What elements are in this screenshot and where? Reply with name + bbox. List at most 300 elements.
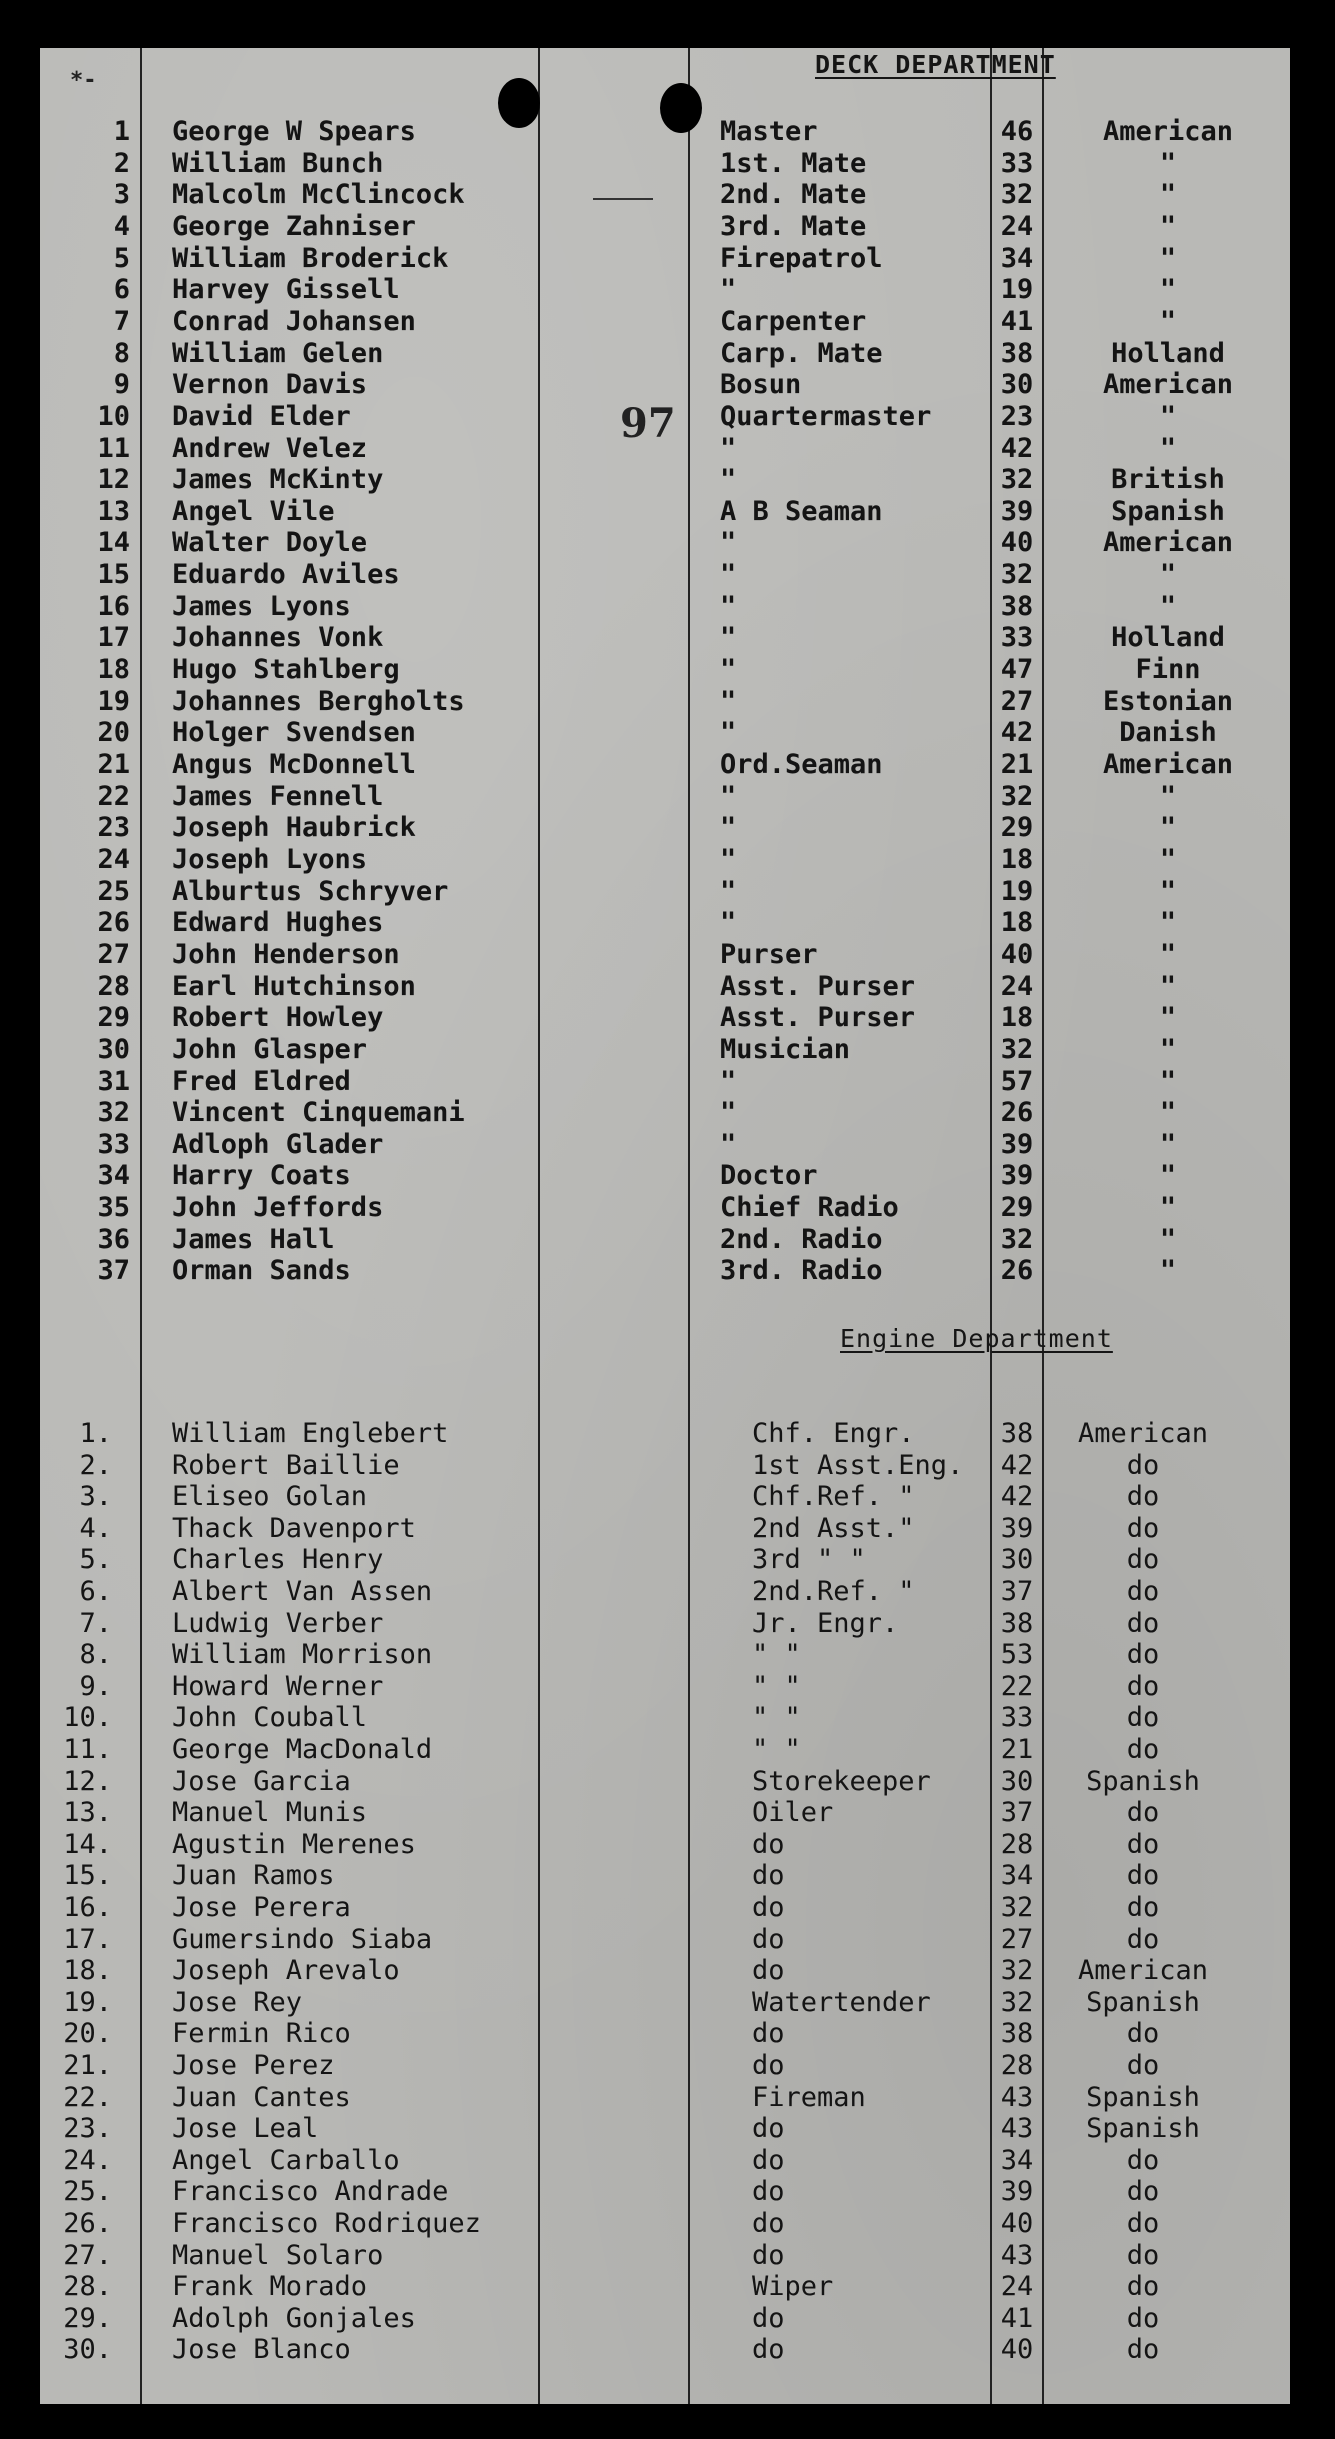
crew-rating: " <box>720 812 737 844</box>
crew-name: William Morrison <box>172 1639 433 1671</box>
crew-name: Holger Svendsen <box>172 717 416 749</box>
crew-age: 43 <box>1000 2239 1034 2271</box>
crew-nationality: Holland <box>1111 337 1225 369</box>
crew-row <box>40 1192 1290 1223</box>
crew-number: 28. <box>63 2271 112 2303</box>
crew-name: Robert Howley <box>172 1002 384 1034</box>
crew-age: 21 <box>1000 749 1034 780</box>
crew-number: 26. <box>63 2208 112 2239</box>
crew-number: 24 <box>97 843 130 875</box>
crew-number: 12 <box>97 464 130 496</box>
crew-number: 23 <box>97 812 130 844</box>
crew-rating: 3rd. Mate <box>720 210 867 242</box>
crew-nationality: " <box>1159 400 1177 432</box>
crew-row <box>40 1513 1290 1544</box>
crew-row <box>40 338 1290 369</box>
crew-nationality: " <box>1159 1192 1177 1224</box>
crew-row <box>40 1924 1290 1955</box>
crew-nationality: do <box>1126 2050 1160 2081</box>
crew-row <box>40 1671 1290 1702</box>
crew-name: Albert Van Assen <box>172 1576 433 1607</box>
crew-nationality: do <box>1126 1512 1160 1544</box>
crew-row <box>40 749 1290 780</box>
crew-name: Angel Vile <box>172 495 335 527</box>
crew-nationality: Holland <box>1111 622 1225 654</box>
crew-name: Orman Sands <box>172 1255 351 1287</box>
crew-nationality: " <box>1159 780 1177 812</box>
crew-nationality: do <box>1126 1860 1160 1892</box>
crew-age: 40 <box>1000 2208 1034 2239</box>
crew-nationality: " <box>1159 305 1177 337</box>
crew-nationality: do <box>1126 2334 1160 2366</box>
crew-row <box>40 1734 1290 1765</box>
crew-row <box>40 2303 1290 2334</box>
crew-row <box>40 686 1290 717</box>
crew-name: Eduardo Aviles <box>172 559 400 591</box>
crew-row <box>40 179 1290 210</box>
crew-number: 27. <box>63 2239 112 2271</box>
crew-rating: " " <box>752 1734 801 1765</box>
crew-row <box>40 2240 1290 2271</box>
crew-name: William Broderick <box>172 242 449 274</box>
crew-name: Charles Henry <box>172 1544 384 1576</box>
crew-number: 11 <box>97 432 130 464</box>
crew-row <box>40 1639 1290 1670</box>
crew-number: 17 <box>97 622 130 654</box>
crew-nationality: do <box>1126 1734 1160 1765</box>
crew-rating: Carpenter <box>720 305 867 337</box>
crew-name: Harry Coats <box>172 1160 351 1192</box>
crew-nationality: " <box>1159 1033 1177 1065</box>
crew-row <box>40 1224 1290 1255</box>
crew-nationality: do <box>1126 1481 1160 1513</box>
crew-number: 32 <box>97 1097 130 1129</box>
crew-rating: 2nd.Ref. " <box>752 1576 915 1607</box>
crew-age: 27 <box>1000 685 1034 717</box>
crew-nationality: " <box>1159 1223 1177 1255</box>
crew-age: 30 <box>1000 1544 1034 1576</box>
crew-age: 18 <box>1000 1002 1034 1034</box>
crew-name: Howard Werner <box>172 1670 384 1702</box>
crew-name: Juan Ramos <box>172 1860 335 1892</box>
crew-age: 43 <box>1000 2113 1034 2145</box>
crew-nationality: " <box>1159 1128 1177 1160</box>
crew-row <box>40 1129 1290 1160</box>
crew-rating: " <box>720 622 737 654</box>
crew-name: Jose Leal <box>172 2113 319 2145</box>
crew-rating: Fireman <box>752 2081 866 2113</box>
crew-age: 29 <box>1000 1192 1034 1224</box>
crew-number: 6 <box>113 274 130 306</box>
crew-rating: " <box>720 1065 737 1097</box>
crew-number: 35 <box>97 1192 130 1224</box>
crew-number: 9 <box>113 369 130 401</box>
crew-age: 34 <box>1000 2144 1034 2176</box>
crew-nationality: " <box>1159 843 1177 875</box>
crew-row <box>40 2334 1290 2365</box>
crew-rating: " " <box>752 1670 801 1702</box>
crew-number: 36 <box>97 1223 130 1255</box>
crew-nationality: " <box>1159 210 1177 242</box>
crew-rating: Chief Radio <box>720 1192 899 1224</box>
crew-rating: Watertender <box>752 1986 931 2018</box>
crew-number: 29 <box>97 1002 130 1034</box>
crew-age: 28 <box>1000 1828 1034 1860</box>
crew-age: 23 <box>1000 400 1034 432</box>
crew-row <box>40 939 1290 970</box>
crew-name: Ludwig Verber <box>172 1607 384 1639</box>
crew-rating: " <box>720 780 737 812</box>
crew-row <box>40 464 1290 495</box>
crew-rating: " " <box>752 1702 801 1734</box>
crew-age: 39 <box>1000 495 1034 527</box>
crew-age: 42 <box>1000 1449 1034 1481</box>
crew-rating: Firepatrol <box>720 242 883 274</box>
crew-row <box>40 1418 1290 1449</box>
crew-rating: 1st Asst.Eng. <box>752 1449 964 1481</box>
crew-nationality: " <box>1159 970 1177 1002</box>
crew-nationality: do <box>1126 2208 1160 2239</box>
crew-number: 4. <box>79 1512 112 1544</box>
deck-department-heading: DECK DEPARTMENT <box>815 50 1056 79</box>
crew-name: Earl Hutchinson <box>172 970 416 1002</box>
crew-rating: Carp. Mate <box>720 337 883 369</box>
crew-name: Harvey Gissell <box>172 274 400 306</box>
crew-nationality: do <box>1126 1828 1160 1860</box>
crew-rating: do <box>752 1892 785 1923</box>
crew-number: 7 <box>113 305 130 337</box>
crew-number: 15 <box>97 559 130 591</box>
crew-age: 33 <box>1000 147 1034 179</box>
crew-number: 14. <box>63 1828 112 1860</box>
crew-name: Robert Baillie <box>172 1449 400 1481</box>
crew-nationality: American <box>1077 1955 1209 1987</box>
crew-number: 16 <box>97 590 130 622</box>
crew-number: 9. <box>79 1670 112 1702</box>
crew-rating: Bosun <box>720 369 802 401</box>
crew-name: Jose Garcia <box>172 1765 351 1797</box>
crew-nationality: " <box>1159 812 1177 844</box>
crew-row <box>40 1766 1290 1797</box>
crew-rating: Chf. Engr. <box>752 1418 915 1449</box>
crew-rating: " <box>720 432 737 464</box>
crew-rating: do <box>752 2018 785 2050</box>
crew-row <box>40 1987 1290 2018</box>
crew-nationality: Danish <box>1119 717 1217 749</box>
crew-number: 25 <box>97 875 130 907</box>
crew-name: Eliseo Golan <box>172 1481 368 1513</box>
crew-age: 42 <box>1000 717 1034 749</box>
crew-row <box>40 527 1290 558</box>
crew-row <box>40 717 1290 748</box>
crew-number: 31 <box>97 1065 130 1097</box>
crew-name: Manuel Solaro <box>172 2239 384 2271</box>
crew-name: Walter Doyle <box>172 527 368 559</box>
crew-name: James Fennell <box>172 780 384 812</box>
crew-age: 27 <box>1000 1923 1034 1955</box>
crew-row <box>40 1097 1290 1128</box>
crew-name: John Couball <box>172 1702 368 1734</box>
crew-nationality: do <box>1126 2018 1160 2050</box>
crew-number: 22. <box>63 2081 112 2113</box>
crew-number: 11. <box>63 1734 112 1765</box>
crew-age: 34 <box>1000 1860 1034 1892</box>
crew-name: Johannes Bergholts <box>172 685 465 717</box>
crew-row <box>40 1576 1290 1607</box>
crew-rating: 1st. Mate <box>720 147 867 179</box>
crew-number: 26 <box>97 907 130 939</box>
crew-name: Jose Blanco <box>172 2334 351 2366</box>
crew-name: Joseph Arevalo <box>172 1955 400 1987</box>
crew-age: 39 <box>1000 1160 1034 1192</box>
crew-age: 39 <box>1000 1512 1034 1544</box>
crew-name: Malcolm McClincock <box>172 179 465 211</box>
crew-age: 41 <box>1000 2302 1034 2334</box>
crew-name: Fred Eldred <box>172 1065 351 1097</box>
crew-row <box>40 1160 1290 1191</box>
crew-rating: 2nd Asst." <box>752 1512 915 1544</box>
crew-row <box>40 1797 1290 1828</box>
crew-nationality: " <box>1159 938 1177 970</box>
crew-row <box>40 844 1290 875</box>
crew-name: Vernon Davis <box>172 369 368 401</box>
crew-row <box>40 2145 1290 2176</box>
crew-name: William Englebert <box>172 1418 449 1449</box>
crew-number: 2 <box>113 147 130 179</box>
crew-age: 29 <box>1000 812 1034 844</box>
crew-rating: " <box>720 717 737 749</box>
crew-rating: " <box>720 875 737 907</box>
crew-age: 46 <box>1000 116 1034 147</box>
crew-row <box>40 433 1290 464</box>
crew-nationality: " <box>1159 147 1177 179</box>
crew-rating: do <box>752 2176 785 2208</box>
crew-name: David Elder <box>172 400 351 432</box>
crew-age: 26 <box>1000 1097 1034 1129</box>
crew-row <box>40 2018 1290 2049</box>
crew-name: Adloph Glader <box>172 1128 384 1160</box>
crew-rating: " <box>720 654 737 686</box>
crew-nationality: Estonian <box>1102 685 1234 717</box>
crew-nationality: do <box>1126 1797 1160 1829</box>
crew-rating: Master <box>720 116 818 147</box>
crew-name: Alburtus Schryver <box>172 875 449 907</box>
crew-rating: do <box>752 2144 785 2176</box>
crew-number: 28 <box>97 970 130 1002</box>
crew-row <box>40 591 1290 622</box>
crew-nationality: American <box>1102 369 1234 401</box>
crew-rating: 3rd " " <box>752 1544 866 1576</box>
crew-age: 32 <box>1000 1955 1034 1987</box>
crew-row <box>40 971 1290 1002</box>
crew-row <box>40 1829 1290 1860</box>
crew-age: 47 <box>1000 654 1034 686</box>
crew-number: 1. <box>79 1418 112 1449</box>
crew-age: 33 <box>1000 622 1034 654</box>
crew-number: 16. <box>63 1892 112 1923</box>
crew-number: 1 <box>113 116 130 147</box>
crew-nationality: do <box>1126 1892 1160 1923</box>
crew-number: 12. <box>63 1765 112 1797</box>
crew-name: Hugo Stahlberg <box>172 654 400 686</box>
crew-age: 32 <box>1000 1033 1034 1065</box>
crew-age: 21 <box>1000 1734 1034 1765</box>
crew-nationality: do <box>1126 1923 1160 1955</box>
crew-row <box>40 1608 1290 1639</box>
crew-number: 27 <box>97 938 130 970</box>
crew-number: 18 <box>97 654 130 686</box>
crew-name: Johannes Vonk <box>172 622 384 654</box>
crew-nationality: " <box>1159 432 1177 464</box>
crew-row <box>40 2113 1290 2144</box>
crew-number: 2. <box>79 1449 112 1481</box>
crew-name: Agustin Merenes <box>172 1828 416 1860</box>
crew-nationality: American <box>1102 527 1234 559</box>
crew-row <box>40 654 1290 685</box>
crew-number: 29. <box>63 2302 112 2334</box>
crew-age: 32 <box>1000 780 1034 812</box>
crew-nationality: " <box>1159 179 1177 211</box>
crew-nationality: American <box>1102 749 1234 780</box>
crew-nationality: American <box>1102 116 1234 147</box>
crew-row <box>40 1544 1290 1575</box>
crew-rating: A B Seaman <box>720 495 883 527</box>
crew-age: 42 <box>1000 432 1034 464</box>
crew-rating: Quartermaster <box>720 400 932 432</box>
crew-row <box>40 306 1290 337</box>
crew-rating: do <box>752 2334 785 2366</box>
crew-rating: do <box>752 1955 785 1987</box>
crew-number: 23. <box>63 2113 112 2145</box>
crew-name: John Henderson <box>172 938 400 970</box>
crew-rating: Purser <box>720 938 818 970</box>
crew-name: Conrad Johansen <box>172 305 416 337</box>
crew-name: John Jeffords <box>172 1192 384 1224</box>
crew-age: 24 <box>1000 970 1034 1002</box>
crew-row <box>40 812 1290 843</box>
crew-nationality: do <box>1126 1576 1160 1607</box>
crew-nationality: " <box>1159 907 1177 939</box>
crew-name: Adolph Gonjales <box>172 2302 416 2334</box>
crew-age: 39 <box>1000 1128 1034 1160</box>
crew-nationality: do <box>1126 1670 1160 1702</box>
crew-number: 22 <box>97 780 130 812</box>
engine-department-heading: Engine Department <box>840 1324 1113 1353</box>
crew-name: Thack Davenport <box>172 1512 416 1544</box>
crew-nationality: " <box>1159 1065 1177 1097</box>
crew-nationality: do <box>1126 2144 1160 2176</box>
crew-rating: do <box>752 2050 785 2081</box>
crew-number: 33 <box>97 1128 130 1160</box>
crew-age: 40 <box>1000 2334 1034 2366</box>
crew-nationality: " <box>1159 590 1177 622</box>
crew-rating: Jr. Engr. <box>752 1607 899 1639</box>
crew-rating: Musician <box>720 1033 851 1065</box>
crew-row <box>40 2050 1290 2081</box>
crew-number: 8. <box>79 1639 112 1671</box>
crew-age: 57 <box>1000 1065 1034 1097</box>
crew-row <box>40 781 1290 812</box>
crew-number: 18. <box>63 1955 112 1987</box>
crew-row <box>40 1066 1290 1097</box>
crew-number: 3 <box>113 179 130 211</box>
crew-row <box>40 559 1290 590</box>
crew-age: 30 <box>1000 1765 1034 1797</box>
crew-name: James Lyons <box>172 590 351 622</box>
crew-rating: Wiper <box>752 2271 834 2303</box>
crew-rating: " <box>720 1097 737 1129</box>
crew-number: 19 <box>97 685 130 717</box>
crew-age: 38 <box>1000 1607 1034 1639</box>
crew-name: Andrew Velez <box>172 432 368 464</box>
crew-number: 10 <box>97 400 130 432</box>
crew-number: 13 <box>97 495 130 527</box>
crew-row <box>40 116 1290 147</box>
crew-number: 5 <box>113 242 130 274</box>
crew-name: William Gelen <box>172 337 384 369</box>
crew-rating: " <box>720 559 737 591</box>
crew-age: 24 <box>1000 210 1034 242</box>
crew-name: Vincent Cinquemani <box>172 1097 465 1129</box>
crew-age: 19 <box>1000 274 1034 306</box>
crew-number: 30. <box>63 2334 112 2366</box>
crew-name: Fermin Rico <box>172 2018 351 2050</box>
crew-number: 8 <box>113 337 130 369</box>
crew-row <box>40 1255 1290 1286</box>
crew-nationality: Spanish <box>1086 2113 1200 2145</box>
crew-rating: 2nd. Radio <box>720 1223 883 1255</box>
crew-row <box>40 2271 1290 2302</box>
crew-rating: 2nd. Mate <box>720 179 867 211</box>
crew-nationality: " <box>1159 875 1177 907</box>
crew-row <box>40 401 1290 432</box>
crew-nationality: " <box>1159 1160 1177 1192</box>
crew-nationality: do <box>1126 2271 1160 2303</box>
crew-row <box>40 1892 1290 1923</box>
crew-name: Gumersindo Siaba <box>172 1923 433 1955</box>
crew-age: 38 <box>1000 1418 1034 1449</box>
crew-age: 32 <box>1000 1892 1034 1923</box>
crew-row <box>40 2208 1290 2239</box>
crew-rating: do <box>752 2239 785 2271</box>
crew-rating: " <box>720 527 737 559</box>
crew-nationality: do <box>1126 1702 1160 1734</box>
crew-name: Juan Cantes <box>172 2081 351 2113</box>
crew-name: Francisco Andrade <box>172 2176 449 2208</box>
crew-rating: do <box>752 1828 785 1860</box>
crew-age: 22 <box>1000 1670 1034 1702</box>
crew-nationality: do <box>1126 2176 1160 2208</box>
crew-age: 32 <box>1000 464 1034 496</box>
crew-name: Jose Perez <box>172 2050 335 2081</box>
crew-number: 10. <box>63 1702 112 1734</box>
crew-name: Angus McDonnell <box>172 749 416 780</box>
crew-nationality: do <box>1126 1639 1160 1671</box>
crew-number: 7. <box>79 1607 112 1639</box>
crew-number: 19. <box>63 1986 112 2018</box>
crew-age: 30 <box>1000 369 1034 401</box>
crew-number: 5. <box>79 1544 112 1576</box>
crew-rating: Ord.Seaman <box>720 749 883 780</box>
crew-age: 34 <box>1000 242 1034 274</box>
crew-number: 24. <box>63 2144 112 2176</box>
crew-age: 40 <box>1000 527 1034 559</box>
crew-row <box>40 2176 1290 2207</box>
crew-age: 32 <box>1000 1986 1034 2018</box>
crew-rating: " <box>720 590 737 622</box>
crew-nationality: do <box>1126 1607 1160 1639</box>
crew-age: 53 <box>1000 1639 1034 1671</box>
